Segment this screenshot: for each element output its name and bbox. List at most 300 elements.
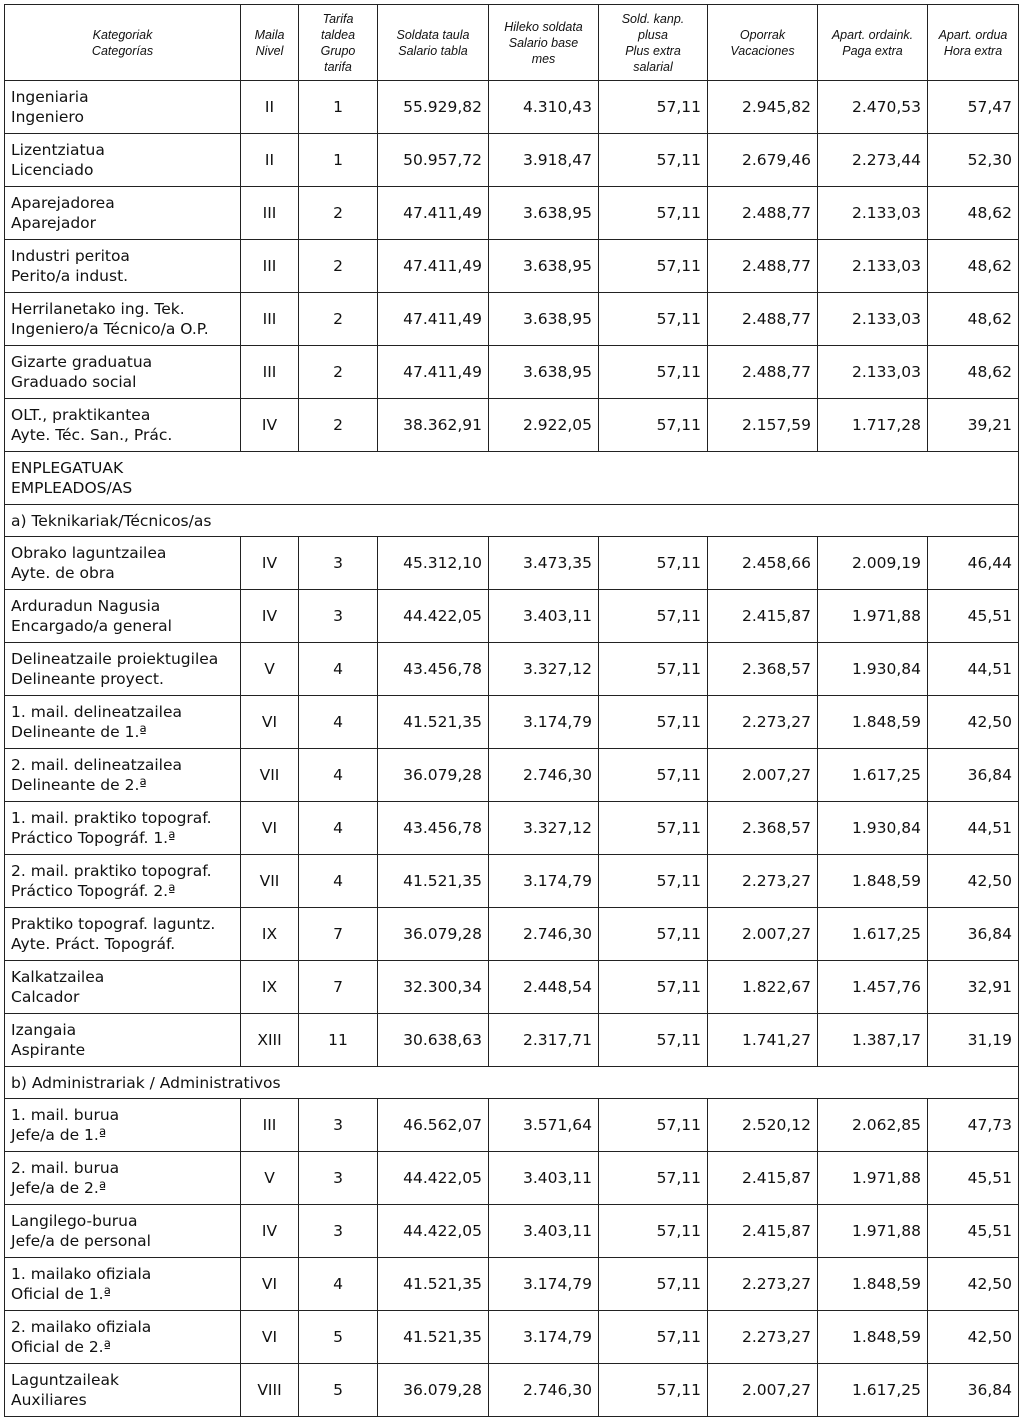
monthly-base-cell: 3.174,79	[489, 855, 599, 908]
category-spanish: Perito/a indust.	[11, 267, 129, 285]
category-basque: Ingeniaria	[11, 88, 89, 106]
category-basque: Praktiko topograf. laguntz.	[11, 915, 216, 933]
category-basque: Arduradun Nagusia	[11, 597, 161, 615]
tariff-group-cell: 3	[299, 1099, 378, 1152]
salary-table-cell: 30.638,63	[378, 1014, 489, 1067]
vacation-cell: 2.273,27	[708, 1311, 818, 1364]
column-header-line: Vacaciones	[730, 43, 795, 58]
section-row	[5, 452, 1019, 505]
category-spanish: Práctico Topográf. 1.ª	[11, 829, 176, 847]
monthly-base-cell: 3.327,12	[489, 802, 599, 855]
extra-pay-cell: 2.470,53	[818, 81, 928, 134]
level-cell: XIII	[241, 1014, 299, 1067]
plus-extra-cell: 57,11	[599, 346, 708, 399]
extra-pay-cell: 1.848,59	[818, 855, 928, 908]
extra-pay-cell: 2.133,03	[818, 346, 928, 399]
monthly-base-cell: 3.174,79	[489, 1258, 599, 1311]
monthly-base-cell: 2.922,05	[489, 399, 599, 452]
category-cell	[5, 1152, 241, 1205]
vacation-cell: 1.822,67	[708, 961, 818, 1014]
monthly-base-cell: 2.746,30	[489, 908, 599, 961]
column-header	[708, 5, 818, 81]
monthly-base-cell: 3.638,95	[489, 346, 599, 399]
column-header-line: Plus extra	[625, 43, 681, 58]
table-row	[5, 1311, 1019, 1364]
category-spanish: Ayte. Téc. San., Prác.	[11, 426, 173, 444]
category-spanish: Calcador	[11, 988, 80, 1006]
plus-extra-cell: 57,11	[599, 81, 708, 134]
tariff-group-cell: 4	[299, 802, 378, 855]
category-basque: Izangaia	[11, 1021, 77, 1039]
vacation-cell: 2.945,82	[708, 81, 818, 134]
plus-extra-cell: 57,11	[599, 1364, 708, 1417]
monthly-base-cell: 3.174,79	[489, 696, 599, 749]
salary-table-cell: 44.422,05	[378, 590, 489, 643]
level-cell: VI	[241, 802, 299, 855]
category-cell	[5, 187, 241, 240]
table-row	[5, 1205, 1019, 1258]
vacation-cell: 2.415,87	[708, 1205, 818, 1258]
column-header	[378, 5, 489, 81]
table-row	[5, 802, 1019, 855]
column-header	[5, 5, 241, 81]
overtime-hour-cell: 42,50	[928, 855, 1019, 908]
plus-extra-cell: 57,11	[599, 749, 708, 802]
vacation-cell: 2.415,87	[708, 590, 818, 643]
category-basque: Aparejadorea	[11, 194, 115, 212]
category-basque: OLT., praktikantea	[11, 406, 151, 424]
tariff-group-cell: 3	[299, 590, 378, 643]
vacation-cell: 2.273,27	[708, 855, 818, 908]
category-basque: 2. mailako ofiziala	[11, 1318, 152, 1336]
tariff-group-cell: 2	[299, 240, 378, 293]
category-basque: 2. mail. praktiko topograf.	[11, 862, 212, 880]
category-cell	[5, 537, 241, 590]
plus-extra-cell: 57,11	[599, 240, 708, 293]
vacation-cell: 1.741,27	[708, 1014, 818, 1067]
level-cell: VI	[241, 1258, 299, 1311]
tariff-group-cell: 2	[299, 399, 378, 452]
salary-table-cell: 43.456,78	[378, 643, 489, 696]
plus-extra-cell: 57,11	[599, 187, 708, 240]
plus-extra-cell: 57,11	[599, 696, 708, 749]
category-spanish: Encargado/a general	[11, 617, 172, 635]
category-spanish: Jefe/a de 2.ª	[11, 1179, 107, 1197]
extra-pay-cell: 1.617,25	[818, 749, 928, 802]
tariff-group-cell: 11	[299, 1014, 378, 1067]
monthly-base-cell: 2.317,71	[489, 1014, 599, 1067]
column-header-line: Kategoriak	[92, 27, 153, 42]
salary-table-cell: 41.521,35	[378, 855, 489, 908]
overtime-hour-cell: 42,50	[928, 696, 1019, 749]
table-row	[5, 240, 1019, 293]
plus-extra-cell: 57,11	[599, 1311, 708, 1364]
monthly-base-cell: 3.403,11	[489, 1152, 599, 1205]
salary-table-cell: 36.079,28	[378, 908, 489, 961]
overtime-hour-cell: 52,30	[928, 134, 1019, 187]
tariff-group-cell: 7	[299, 961, 378, 1014]
tariff-group-cell: 4	[299, 855, 378, 908]
salary-table-cell: 36.079,28	[378, 749, 489, 802]
salary-table-cell: 55.929,82	[378, 81, 489, 134]
category-basque: Laguntzaileak	[11, 1371, 119, 1389]
tariff-group-cell: 4	[299, 696, 378, 749]
vacation-cell: 2.679,46	[708, 134, 818, 187]
category-spanish: Ayte. de obra	[11, 564, 115, 582]
level-cell: V	[241, 1152, 299, 1205]
table-row	[5, 293, 1019, 346]
table-row	[5, 346, 1019, 399]
category-basque: 1. mail. delineatzailea	[11, 703, 182, 721]
category-spanish: Delineante proyect.	[11, 670, 164, 688]
overtime-hour-cell: 48,62	[928, 187, 1019, 240]
category-cell	[5, 1014, 241, 1067]
column-header-line: Hora extra	[943, 43, 1003, 58]
category-cell	[5, 1311, 241, 1364]
plus-extra-cell: 57,11	[599, 855, 708, 908]
tariff-group-cell: 3	[299, 1152, 378, 1205]
category-basque: 1. mail. burua	[11, 1106, 120, 1124]
category-cell	[5, 346, 241, 399]
header-row	[5, 5, 1019, 81]
monthly-base-cell: 3.571,64	[489, 1099, 599, 1152]
tariff-group-cell: 1	[299, 81, 378, 134]
tariff-group-cell: 1	[299, 134, 378, 187]
level-cell: V	[241, 643, 299, 696]
extra-pay-cell: 2.273,44	[818, 134, 928, 187]
category-spanish: Oficial de 1.ª	[11, 1285, 111, 1303]
level-cell: VI	[241, 1311, 299, 1364]
vacation-cell: 2.368,57	[708, 643, 818, 696]
monthly-base-cell: 3.638,95	[489, 293, 599, 346]
category-basque: 2. mail. burua	[11, 1159, 120, 1177]
category-spanish: Práctico Topográf. 2.ª	[11, 882, 176, 900]
overtime-hour-cell: 39,21	[928, 399, 1019, 452]
plus-extra-cell: 57,11	[599, 399, 708, 452]
salary-table-cell: 41.521,35	[378, 1258, 489, 1311]
plus-extra-cell: 57,11	[599, 1258, 708, 1311]
level-cell: VII	[241, 855, 299, 908]
level-cell: II	[241, 81, 299, 134]
tariff-group-cell: 5	[299, 1311, 378, 1364]
category-cell	[5, 240, 241, 293]
overtime-hour-cell: 46,44	[928, 537, 1019, 590]
section-title-line: EMPLEADOS/AS	[11, 479, 133, 497]
table-row	[5, 749, 1019, 802]
table-row	[5, 134, 1019, 187]
category-spanish: Ingeniero/a Técnico/a O.P.	[11, 320, 209, 338]
vacation-cell: 2.415,87	[708, 1152, 818, 1205]
section-title	[5, 505, 1019, 537]
extra-pay-cell: 2.062,85	[818, 1099, 928, 1152]
category-spanish: Delineante de 1.ª	[11, 723, 147, 741]
plus-extra-cell: 57,11	[599, 590, 708, 643]
category-cell	[5, 293, 241, 346]
category-cell	[5, 134, 241, 187]
vacation-cell: 2.273,27	[708, 1258, 818, 1311]
column-header-line: Sold. kanp.	[621, 11, 685, 26]
column-header-line: taldea	[320, 27, 356, 42]
section-title-line: a) Teknikariak/Técnicos/as	[11, 511, 212, 530]
extra-pay-cell: 2.133,03	[818, 187, 928, 240]
category-spanish: Jefe/a de personal	[11, 1232, 151, 1250]
level-cell: IV	[241, 1205, 299, 1258]
table-row	[5, 399, 1019, 452]
table-body	[5, 81, 1019, 1417]
plus-extra-cell: 57,11	[599, 1152, 708, 1205]
category-spanish: Ingeniero	[11, 108, 84, 126]
monthly-base-cell: 2.448,54	[489, 961, 599, 1014]
category-basque: Gizarte graduatua	[11, 353, 153, 371]
extra-pay-cell: 1.848,59	[818, 1311, 928, 1364]
tariff-group-cell: 4	[299, 643, 378, 696]
level-cell: III	[241, 187, 299, 240]
plus-extra-cell: 57,11	[599, 293, 708, 346]
category-spanish: Auxiliares	[11, 1391, 87, 1409]
monthly-base-cell: 2.746,30	[489, 749, 599, 802]
salary-table-cell: 46.562,07	[378, 1099, 489, 1152]
vacation-cell: 2.157,59	[708, 399, 818, 452]
salary-table-cell: 32.300,34	[378, 961, 489, 1014]
category-cell	[5, 399, 241, 452]
column-header-line: Salario tabla	[398, 43, 468, 58]
table-row	[5, 696, 1019, 749]
salary-table-cell: 44.422,05	[378, 1152, 489, 1205]
category-cell	[5, 81, 241, 134]
vacation-cell: 2.273,27	[708, 696, 818, 749]
column-header-line: Tarifa	[322, 11, 354, 26]
plus-extra-cell: 57,11	[599, 1205, 708, 1258]
category-cell	[5, 696, 241, 749]
salary-table	[4, 4, 1019, 1417]
category-basque: Industri peritoa	[11, 247, 130, 265]
extra-pay-cell: 1.971,88	[818, 1205, 928, 1258]
overtime-hour-cell: 57,47	[928, 81, 1019, 134]
column-header-line: salarial	[633, 59, 673, 74]
vacation-cell: 2.007,27	[708, 1364, 818, 1417]
level-cell: VI	[241, 696, 299, 749]
overtime-hour-cell: 48,62	[928, 240, 1019, 293]
level-cell: III	[241, 1099, 299, 1152]
salary-table-cell: 41.521,35	[378, 1311, 489, 1364]
column-header-line: Apart. ordaink.	[831, 27, 914, 42]
salary-table-cell: 47.411,49	[378, 346, 489, 399]
tariff-group-cell: 2	[299, 346, 378, 399]
overtime-hour-cell: 48,62	[928, 293, 1019, 346]
overtime-hour-cell: 44,51	[928, 802, 1019, 855]
column-header-line: Nivel	[255, 43, 284, 58]
overtime-hour-cell: 42,50	[928, 1258, 1019, 1311]
extra-pay-cell: 1.848,59	[818, 696, 928, 749]
tariff-group-cell: 2	[299, 293, 378, 346]
tariff-group-cell: 3	[299, 537, 378, 590]
category-spanish: Graduado social	[11, 373, 137, 391]
vacation-cell: 2.007,27	[708, 908, 818, 961]
extra-pay-cell: 1.457,76	[818, 961, 928, 1014]
category-basque: Kalkatzailea	[11, 968, 105, 986]
section-title	[5, 452, 1019, 505]
extra-pay-cell: 1.617,25	[818, 1364, 928, 1417]
tariff-group-cell: 4	[299, 749, 378, 802]
column-header-line: Oporrak	[739, 27, 786, 42]
category-basque: Delineatzaile proiektugilea	[11, 650, 219, 668]
category-spanish: Jefe/a de 1.ª	[11, 1126, 107, 1144]
plus-extra-cell: 57,11	[599, 134, 708, 187]
salary-table-cell: 44.422,05	[378, 1205, 489, 1258]
extra-pay-cell: 2.133,03	[818, 240, 928, 293]
section-row	[5, 1067, 1019, 1099]
level-cell: IX	[241, 908, 299, 961]
vacation-cell: 2.488,77	[708, 293, 818, 346]
salary-table-cell: 45.312,10	[378, 537, 489, 590]
section-row	[5, 505, 1019, 537]
plus-extra-cell: 57,11	[599, 1099, 708, 1152]
vacation-cell: 2.007,27	[708, 749, 818, 802]
tariff-group-cell: 5	[299, 1364, 378, 1417]
overtime-hour-cell: 44,51	[928, 643, 1019, 696]
category-spanish: Aparejador	[11, 214, 97, 232]
plus-extra-cell: 57,11	[599, 537, 708, 590]
level-cell: II	[241, 134, 299, 187]
extra-pay-cell: 1.930,84	[818, 643, 928, 696]
table-row	[5, 855, 1019, 908]
plus-extra-cell: 57,11	[599, 643, 708, 696]
overtime-hour-cell: 45,51	[928, 1152, 1019, 1205]
section-title-line: ENPLEGATUAK	[11, 459, 124, 477]
salary-table-cell: 47.411,49	[378, 240, 489, 293]
category-cell	[5, 1099, 241, 1152]
column-header	[818, 5, 928, 81]
level-cell: IV	[241, 399, 299, 452]
category-basque: Obrako laguntzailea	[11, 544, 167, 562]
level-cell: VII	[241, 749, 299, 802]
category-cell	[5, 961, 241, 1014]
salary-table-cell: 47.411,49	[378, 293, 489, 346]
overtime-hour-cell: 45,51	[928, 1205, 1019, 1258]
table-row	[5, 590, 1019, 643]
vacation-cell: 2.488,77	[708, 187, 818, 240]
extra-pay-cell: 1.971,88	[818, 590, 928, 643]
column-header-line: Salario base	[508, 35, 579, 50]
vacation-cell: 2.488,77	[708, 240, 818, 293]
category-spanish: Aspirante	[11, 1041, 86, 1059]
category-cell	[5, 855, 241, 908]
monthly-base-cell: 3.638,95	[489, 240, 599, 293]
monthly-base-cell: 3.638,95	[489, 187, 599, 240]
column-header-line: Categorías	[91, 43, 154, 58]
tariff-group-cell: 3	[299, 1205, 378, 1258]
monthly-base-cell: 3.403,11	[489, 590, 599, 643]
level-cell: III	[241, 293, 299, 346]
category-cell	[5, 908, 241, 961]
column-header	[928, 5, 1019, 81]
column-header-line: Paga extra	[842, 43, 903, 58]
column-header-line: tarifa	[324, 59, 352, 74]
category-cell	[5, 749, 241, 802]
table-row	[5, 537, 1019, 590]
level-cell: III	[241, 346, 299, 399]
section-title-line: b) Administrariak / Administrativos	[11, 1073, 281, 1092]
overtime-hour-cell: 36,84	[928, 1364, 1019, 1417]
monthly-base-cell: 3.473,35	[489, 537, 599, 590]
table-row	[5, 1099, 1019, 1152]
table-row	[5, 908, 1019, 961]
category-cell	[5, 643, 241, 696]
overtime-hour-cell: 36,84	[928, 908, 1019, 961]
salary-table-cell: 38.362,91	[378, 399, 489, 452]
table-row	[5, 1364, 1019, 1417]
tariff-group-cell: 7	[299, 908, 378, 961]
table-row	[5, 961, 1019, 1014]
category-basque: 1. mailako ofiziala	[11, 1265, 152, 1283]
column-header-line: Maila	[254, 27, 285, 42]
category-basque: Herrilanetako ing. Tek.	[11, 300, 185, 318]
overtime-hour-cell: 47,73	[928, 1099, 1019, 1152]
overtime-hour-cell: 45,51	[928, 590, 1019, 643]
category-spanish: Ayte. Práct. Topográf.	[11, 935, 176, 953]
category-cell	[5, 802, 241, 855]
category-spanish: Delineante de 2.ª	[11, 776, 147, 794]
overtime-hour-cell: 42,50	[928, 1311, 1019, 1364]
monthly-base-cell: 2.746,30	[489, 1364, 599, 1417]
category-cell	[5, 1205, 241, 1258]
vacation-cell: 2.520,12	[708, 1099, 818, 1152]
extra-pay-cell: 1.717,28	[818, 399, 928, 452]
column-header-line: plusa	[638, 27, 668, 42]
level-cell: VIII	[241, 1364, 299, 1417]
category-basque: Langilego-burua	[11, 1212, 138, 1230]
category-cell	[5, 1364, 241, 1417]
column-header-line: Soldata taula	[396, 27, 470, 42]
column-header-line: Grupo	[320, 43, 356, 58]
level-cell: IX	[241, 961, 299, 1014]
category-basque: Lizentziatua	[11, 141, 105, 159]
plus-extra-cell: 57,11	[599, 908, 708, 961]
category-spanish: Licenciado	[11, 161, 94, 179]
table-row	[5, 1258, 1019, 1311]
table-row	[5, 81, 1019, 134]
category-basque: 2. mail. delineatzailea	[11, 756, 182, 774]
extra-pay-cell: 2.133,03	[818, 293, 928, 346]
table-row	[5, 187, 1019, 240]
level-cell: IV	[241, 590, 299, 643]
table-row	[5, 643, 1019, 696]
salary-table-cell: 50.957,72	[378, 134, 489, 187]
extra-pay-cell: 1.848,59	[818, 1258, 928, 1311]
column-header-line: Hileko soldata	[504, 19, 583, 34]
overtime-hour-cell: 36,84	[928, 749, 1019, 802]
section-title	[5, 1067, 1019, 1099]
table-row	[5, 1152, 1019, 1205]
monthly-base-cell: 3.174,79	[489, 1311, 599, 1364]
plus-extra-cell: 57,11	[599, 802, 708, 855]
category-basque: 1. mail. praktiko topograf.	[11, 809, 212, 827]
tariff-group-cell: 2	[299, 187, 378, 240]
overtime-hour-cell: 31,19	[928, 1014, 1019, 1067]
extra-pay-cell: 2.009,19	[818, 537, 928, 590]
salary-table-cell: 36.079,28	[378, 1364, 489, 1417]
column-header	[489, 5, 599, 81]
table-row	[5, 1014, 1019, 1067]
extra-pay-cell: 1.971,88	[818, 1152, 928, 1205]
salary-table-cell: 41.521,35	[378, 696, 489, 749]
column-header	[241, 5, 299, 81]
level-cell: IV	[241, 537, 299, 590]
overtime-hour-cell: 48,62	[928, 346, 1019, 399]
column-header-line: Apart. ordua	[938, 27, 1008, 42]
extra-pay-cell: 1.617,25	[818, 908, 928, 961]
tariff-group-cell: 4	[299, 1258, 378, 1311]
